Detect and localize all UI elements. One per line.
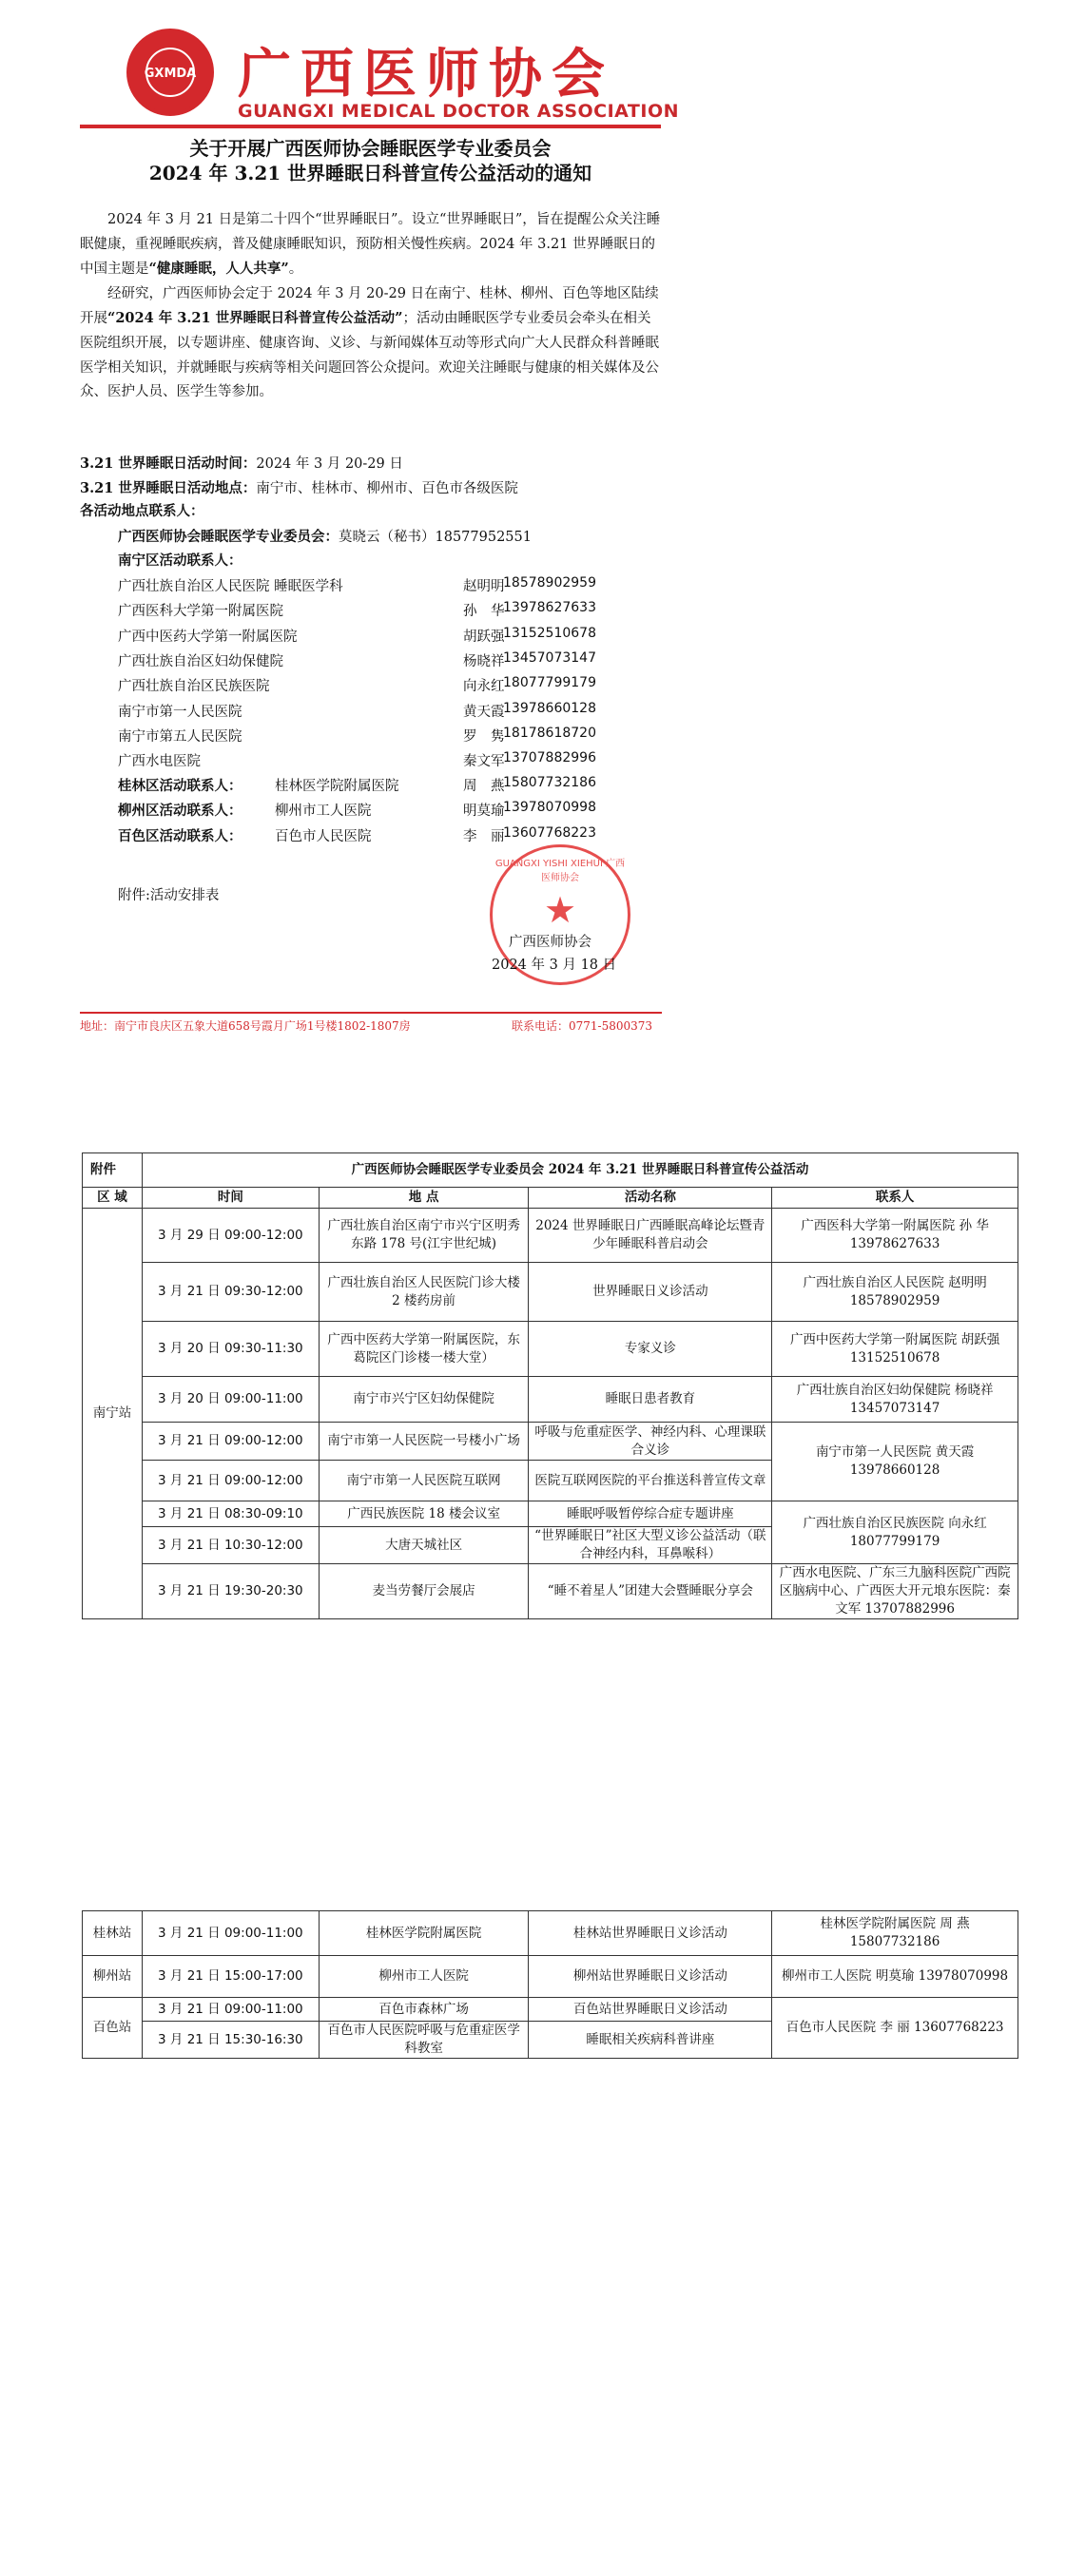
- table-row: [83, 1263, 1018, 1322]
- activity-cell: 睡眠呼吸暂停综合症专题讲座: [529, 1501, 772, 1527]
- contact-org: 南宁市第五人民医院: [118, 728, 242, 745]
- contact-org: 广西水电医院: [118, 754, 201, 770]
- region-contact-phone: 13607768223: [503, 824, 596, 841]
- notice-title-line-1: 关于开展广西医师协会睡眠医学专业委员会: [189, 137, 552, 160]
- table-row: [83, 1209, 1018, 1263]
- contact-person: 黄天霞: [463, 704, 505, 720]
- contact-phone: 13457073147: [503, 649, 596, 666]
- region-contact-phone: 15807732186: [503, 775, 596, 790]
- contact-cell: 广西壮族自治区民族医院 向永红 18077799179: [772, 1501, 1018, 1564]
- contact-person: 罗 隽: [463, 728, 505, 745]
- region-contact-org: 桂林医学院附属医院: [275, 779, 399, 794]
- activity-cell: 睡眠日患者教育: [529, 1377, 772, 1423]
- time-cell: 3 月 21 日 08:30-09:10: [142, 1501, 319, 1527]
- place-cell: 桂林医学院附属医院: [319, 1911, 529, 1956]
- activity-cell: 柳州站世界睡眠日义诊活动: [529, 1956, 772, 1998]
- org-name-cn: 广西医师协会: [238, 44, 614, 106]
- activity-cell: 医院互联网医院的平台推送科普宣传文章: [529, 1461, 772, 1501]
- contact-org: 广西中医药大学第一附属医院: [118, 629, 298, 645]
- attachment-note: 附件:活动安排表: [118, 888, 220, 903]
- time-cell: 3 月 21 日 09:00-12:00: [142, 1461, 319, 1501]
- time-label: 3.21 世界睡眠日活动时间：: [80, 455, 257, 472]
- footer-address: 地址：南宁市良庆区五象大道658号霞月广场1号楼1802-1807房: [80, 1019, 411, 1033]
- seal-star-icon: ★: [544, 889, 577, 931]
- contact-cell: 广西中医药大学第一附属医院 胡跃强 13152510678: [772, 1322, 1018, 1377]
- contact-cell: 广西壮族自治区妇幼保健院 杨晓祥 13457073147: [772, 1377, 1018, 1423]
- footer-phone: 联系电话：0771-5800373: [512, 1019, 653, 1033]
- time-cell: 3 月 21 日 15:30-16:30: [142, 2022, 319, 2059]
- contact-org: 南宁市第一人民医院: [118, 704, 242, 720]
- contact-org: 广西医科大学第一附属医院: [118, 604, 283, 620]
- activity-cell: “睡不着星人”团建大会暨睡眠分享会: [529, 1564, 772, 1619]
- contact-person: 秦文军: [463, 754, 505, 770]
- contact-cell: 广西水电医院、广东三九脑科医院广西院区脑病中心、广西医大开元埌东医院：秦文军 13707882996: [772, 1564, 1018, 1619]
- schedule-table-continued: [82, 1910, 1018, 2059]
- region-contact-phone: 13978070998: [503, 800, 596, 816]
- time-cell: 3 月 21 日 19:30-20:30: [142, 1564, 319, 1619]
- place-cell: 广西中医药大学第一附属医院，东葛院区门诊楼一楼大堂）: [319, 1322, 529, 1377]
- contact-cell: 百色市人民医院 李 丽 13607768223: [772, 1998, 1018, 2059]
- intro-paragraph-2: [80, 282, 662, 405]
- contact-phone: 13152510678: [503, 625, 596, 641]
- table-header-row: [83, 1188, 1018, 1209]
- contact-row: [118, 675, 650, 694]
- place-cell: 南宁市兴宁区妇幼保健院: [319, 1377, 529, 1423]
- intro-paragraph-1: [80, 208, 662, 282]
- contact-phone: 18178618720: [503, 725, 596, 741]
- committee-value: 莫晓云（秘书）18577952551: [339, 530, 532, 545]
- time-cell: 3 月 21 日 09:30-12:00: [142, 1263, 319, 1322]
- contacts-heading: 各活动地点联系人：: [80, 503, 204, 519]
- contact-person: 向永红: [463, 679, 505, 695]
- intro-text: [80, 208, 662, 405]
- intro-p2-rest: ；活动由睡眠医学专业委员会牵头在相关医院组织开展，以专题讲座、健康咨询、义诊、与新闻媒体互动等形式向广大人民群众科普睡眠医学相关知识，并就睡眠与疾病等相关问题回答公众提问。欢迎关注睡眠与健康的相关媒体及公众、医护人员、医学生等参加。: [80, 311, 659, 400]
- contact-cell: 广西医科大学第一附属医院 孙 华 13978627633: [772, 1209, 1018, 1263]
- table-title: 广西医师协会睡眠医学专业委员会 2024 年 3.21 世界睡眠日科普宣传公益活动: [142, 1153, 1018, 1188]
- signature-date: 2024 年 3 月 18 日: [492, 958, 617, 973]
- intro-p1-end: 。: [288, 261, 303, 278]
- contact-cell: 桂林医学院附属医院 周 燕 15807732186: [772, 1911, 1018, 1956]
- table-title-row: [83, 1153, 1018, 1188]
- activity-cell: 专家义诊: [529, 1322, 772, 1377]
- place-cell: 麦当劳餐厅会展店: [319, 1564, 529, 1619]
- time-cell: 3 月 20 日 09:30-11:30: [142, 1322, 319, 1377]
- intro-p1-text: 2024 年 3 月 21 日是第二十四个“世界睡眠日”。设立“世界睡眠日”，旨在提醒公众关注睡眠健康，重视睡眠疾病，普及健康睡眠知识，预防相关慢性疾病。2024 年 3.21 世界睡眠日的中国主题是: [80, 212, 661, 278]
- contact-org: 广西壮族自治区妇幼保健院: [118, 653, 283, 669]
- contact-phone: 18077799179: [503, 675, 596, 691]
- time-value: 2024 年 3 月 20-29 日: [256, 456, 403, 472]
- org-name-en: GUANGXI MEDICAL DOCTOR ASSOCIATION: [238, 101, 679, 122]
- contact-row: [118, 650, 650, 669]
- time-cell: 3 月 21 日 10:30-12:00: [142, 1527, 319, 1564]
- table-row: [83, 1501, 1018, 1527]
- place-cell: 广西壮族自治区南宁市兴宁区明秀东路 178 号(江宇世纪城): [319, 1209, 529, 1263]
- contact-person: 胡跃强: [463, 629, 505, 645]
- contact-person: 杨晓祥: [463, 653, 505, 669]
- contact-row: [118, 626, 650, 645]
- table-row: [83, 1911, 1018, 1956]
- place-cell: 大唐天城社区: [319, 1527, 529, 1564]
- place-cell: 广西民族医院 18 楼会议室: [319, 1501, 529, 1527]
- region-contact-label: 柳州区活动联系人：: [118, 803, 242, 820]
- place-cell: 南宁市第一人民医院一号楼小广场: [319, 1423, 529, 1461]
- activity-cell: 2024 世界睡眠日广西睡眠高峰论坛暨青少年睡眠科普启动会: [529, 1209, 772, 1263]
- contact-org: 广西壮族自治区人民医院 睡眠医学科: [118, 579, 343, 594]
- region-contact-label: 桂林区活动联系人：: [118, 778, 242, 794]
- schedule-table: [82, 1152, 1018, 1619]
- contact-phone: 13978660128: [503, 700, 596, 716]
- contact-row: [118, 750, 650, 769]
- contact-cell: 柳州市工人医院 明莫瑜 13978070998: [772, 1956, 1018, 1998]
- intro-theme: “健康睡眠，人人共享”: [148, 261, 289, 278]
- table-row: [83, 1377, 1018, 1423]
- contact-row: [118, 600, 650, 619]
- nanning-contacts-heading: 南宁区活动联系人：: [118, 552, 242, 569]
- time-cell: 3 月 20 日 09:00-11:00: [142, 1377, 319, 1423]
- notice-title-line-2: 2024 年 3.21 世界睡眠日科普宣传公益活动的通知: [148, 162, 592, 184]
- header-time: 时间: [142, 1188, 319, 1209]
- header-activity: 活动名称: [529, 1188, 772, 1209]
- region-contact-row: [118, 775, 650, 794]
- intro-activity-name: “2024 年 3.21 世界睡眠日科普宣传公益活动”: [107, 310, 403, 327]
- region-cell: 桂林站: [83, 1911, 143, 1956]
- place-cell: 百色市人民医院呼吸与危重症医学科教室: [319, 2022, 529, 2059]
- activity-cell: 世界睡眠日义诊活动: [529, 1263, 772, 1322]
- contact-row: [118, 726, 650, 745]
- region-contact-label: 百色区活动联系人：: [118, 827, 242, 844]
- place-label: 3.21 世界睡眠日活动地点：: [80, 480, 257, 496]
- region-contact-row: [118, 800, 650, 819]
- signature-org: 广西医师协会: [509, 935, 591, 950]
- contact-org: 广西壮族自治区民族医院: [118, 679, 270, 695]
- region-cell: 百色站: [83, 1998, 143, 2059]
- contact-person: 赵明明: [463, 579, 505, 594]
- region-cell: 柳州站: [83, 1956, 143, 1998]
- committee-label: 广西医师协会睡眠医学专业委员会：: [118, 529, 339, 545]
- table-row: [83, 1998, 1018, 2022]
- activity-cell: 呼吸与危重症医学、神经内科、心理课联合义诊: [529, 1423, 772, 1461]
- footer-divider: [80, 1012, 662, 1014]
- table-row: [83, 1956, 1018, 1998]
- contact-phone: 13707882996: [503, 750, 596, 766]
- time-cell: 3 月 21 日 09:00-11:00: [142, 1998, 319, 2022]
- association-logo: [126, 29, 214, 116]
- time-cell: 3 月 21 日 15:00-17:00: [142, 1956, 319, 1998]
- header-region: 区 域: [83, 1188, 143, 1209]
- contact-row: [118, 701, 650, 720]
- activity-cell: 桂林站世界睡眠日义诊活动: [529, 1911, 772, 1956]
- header-divider: [80, 125, 661, 128]
- logo-text: GXMDA: [144, 67, 197, 81]
- contact-row: [118, 575, 650, 594]
- contact-cell: 广西壮族自治区人民医院 赵明明 18578902959: [772, 1263, 1018, 1322]
- place-value: 南宁市、桂林市、柳州市、百色市各级医院: [256, 481, 518, 496]
- region-contact-org: 柳州市工人医院: [275, 804, 372, 820]
- activity-place-line: [80, 477, 518, 497]
- activity-cell: 百色站世界睡眠日义诊活动: [529, 1998, 772, 2022]
- place-cell: 柳州市工人医院: [319, 1956, 529, 1998]
- region-contact-person: 明莫瑜: [463, 804, 505, 820]
- contact-person: 孙 华: [463, 604, 505, 620]
- table-row: [83, 1564, 1018, 1619]
- time-cell: 3 月 21 日 09:00-12:00: [142, 1423, 319, 1461]
- contact-phone: 13978627633: [503, 600, 596, 616]
- header-place: 地 点: [319, 1188, 529, 1209]
- contact-cell: 南宁市第一人民医院 黄天霞 13978660128: [772, 1423, 1018, 1501]
- region-cell: 南宁站: [83, 1209, 143, 1619]
- region-contact-org: 百色市人民医院: [275, 828, 372, 844]
- seal-text: GUANGXI YISHI XIEHUI 广西医师协会: [494, 859, 626, 883]
- place-cell: 南宁市第一人民医院互联网: [319, 1461, 529, 1501]
- time-cell: 3 月 29 日 09:00-12:00: [142, 1209, 319, 1263]
- activity-time-line: [80, 453, 403, 473]
- table-row: [83, 1322, 1018, 1377]
- intro-p2-text: 经研究，广西医师协会定于 2024 年 3 月 20-29 日在南宁、桂林、柳州、百色等地区陆续开展: [80, 285, 659, 327]
- region-contact-person: 李 丽: [463, 828, 505, 844]
- place-cell: 百色市森林广场: [319, 1998, 529, 2022]
- activity-cell: “世界睡眠日”社区大型义诊公益活动（联合神经内科，耳鼻喉科）: [529, 1527, 772, 1564]
- region-contact-person: 周 燕: [463, 779, 505, 794]
- committee-contact-line: [118, 526, 532, 546]
- header-contact: 联系人: [772, 1188, 1018, 1209]
- table-row: [83, 1423, 1018, 1461]
- time-cell: 3 月 21 日 09:00-11:00: [142, 1911, 319, 1956]
- activity-cell: 睡眠相关疾病科普讲座: [529, 2022, 772, 2059]
- attachment-label: 附件: [83, 1153, 143, 1188]
- place-cell: 广西壮族自治区人民医院门诊大楼 2 楼药房前: [319, 1263, 529, 1322]
- region-contact-row: [118, 825, 650, 844]
- contact-phone: 18578902959: [503, 575, 596, 591]
